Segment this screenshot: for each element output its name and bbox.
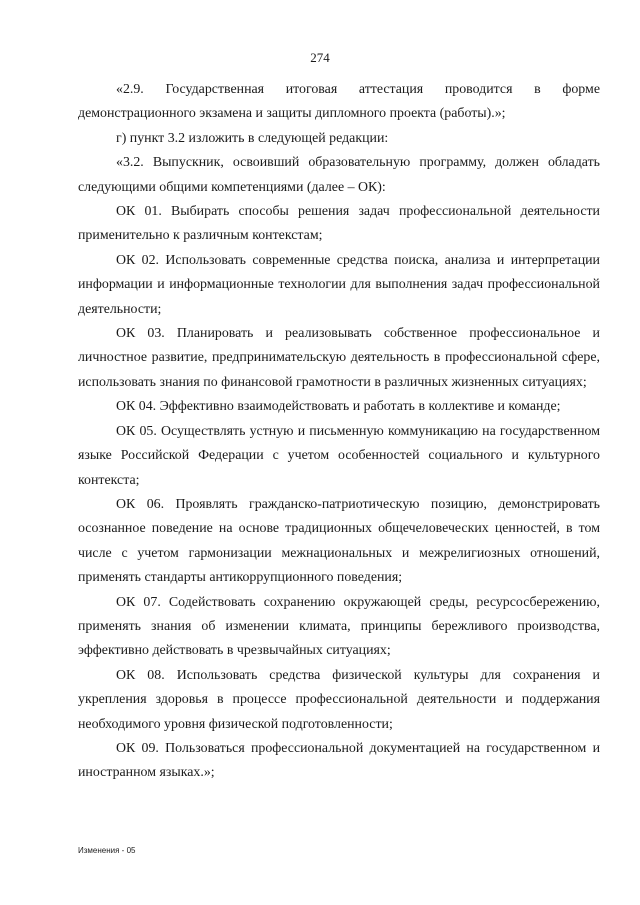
paragraph-ok-03: ОК 03. Планировать и реализовывать собственное профессиональное и личностное развитие, предпринимательскую деятельность в профессиональной сфере, использовать знания по финансовой грамотности в различных жизненных ситуациях; — [78, 326, 600, 390]
paragraph-3-2: «3.2. Выпускник, освоивший образовательную программу, должен обладать следующими общими компетенциями (далее – ОК): — [78, 155, 600, 195]
paragraph-ok-08: ОК 08. Использовать средства физической культуры для сохранения и укрепления здоровья в процессе профессиональной деятельности и поддержания необходимого уровня физической подготовленности; — [78, 667, 600, 732]
paragraph-ok-07: ОК 07. Содействовать сохранению окружающей среды, ресурсосбережению, применять знания об изменении климата, принципы бережливого производства, эффективно действовать в чрезвычайных ситуациях; — [78, 594, 600, 659]
paragraph-ok-04: ОК 04. Эффективно взаимодействовать и работать в коллективе и команде; — [116, 399, 561, 415]
page-number: 274 — [310, 50, 330, 65]
footer-note: Изменения - 05 — [78, 846, 136, 855]
paragraph-ok-02: ОК 02. Использовать современные средства поиска, анализа и интерпретации информации и информационные технологии для выполнения задач профессиональной деятельности; — [78, 252, 600, 317]
paragraph-item-g: г) пункт 3.2 изложить в следующей редакции: — [116, 130, 389, 146]
paragraph-ok-05: ОК 05. Осуществлять устную и письменную коммуникацию на государственном языке Российской Федерации с учетом особенностей социального и культурного контекста; — [78, 423, 600, 488]
paragraph-ok-09: ОК 09. Пользоваться профессиональной документацией на государственном и иностранном языках.»; — [78, 740, 600, 781]
paragraph-2-9: «2.9. Государственная итоговая аттестация проводится в форме демонстрационного экзамена и защиты дипломного проекта (работы).»; — [78, 82, 600, 122]
paragraph-ok-01: ОК 01. Выбирать способы решения задач профессиональной деятельности применительно к различным контекстам; — [78, 204, 600, 244]
document-body — [78, 78, 600, 786]
paragraph-ok-06: ОК 06. Проявлять гражданско-патриотическую позицию, демонстрировать осознанное поведение на основе традиционных общечеловеческих ценностей, в том числе с учетом гармонизации межнациональных и межрелигиозных отношений, применять стандарты антикоррупционного поведения; — [78, 496, 600, 586]
